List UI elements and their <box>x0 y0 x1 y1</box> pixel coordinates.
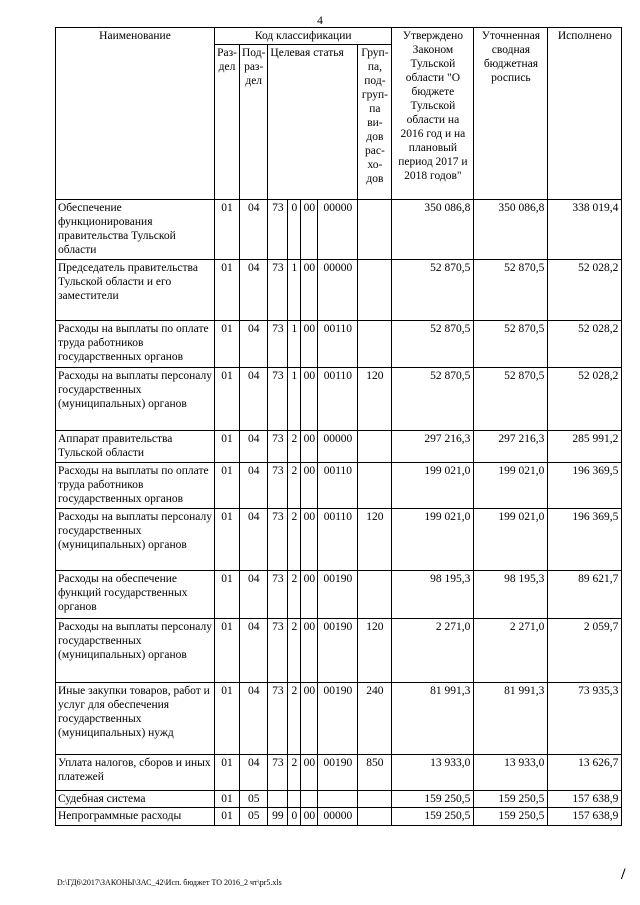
row-target-code: 00110 <box>318 463 358 509</box>
row-refined: 199 021,0 <box>474 509 548 571</box>
table-row <box>56 431 622 463</box>
row-razdel: 01 <box>215 791 240 808</box>
row-target-subprogram: 2 <box>288 463 301 509</box>
header-expense-group: Груп-па, под-груп-па ви-дов рас-хо-дов <box>358 45 392 200</box>
row-target-program: 73 <box>268 755 288 791</box>
row-name: Обеспечение функционирования правительства Тульской области <box>56 200 215 260</box>
row-target-subprogram <box>288 791 301 808</box>
row-target-program: 73 <box>268 683 288 755</box>
row-approved: 2 271,0 <box>392 619 474 683</box>
row-podrazdel: 04 <box>240 200 268 260</box>
page-number: 4 <box>317 15 323 27</box>
table-row <box>56 463 622 509</box>
row-expense-group <box>358 431 392 463</box>
table-row <box>56 791 622 808</box>
row-name: Аппарат правительства Тульской области <box>56 431 215 463</box>
row-podrazdel: 04 <box>240 260 268 321</box>
row-target-direction: 00 <box>301 619 318 683</box>
row-refined: 159 250,5 <box>474 791 548 808</box>
row-executed: 285 991,2 <box>548 431 622 463</box>
row-approved: 159 250,5 <box>392 808 474 826</box>
header-executed: Исполнено <box>548 28 622 200</box>
header-name: Наименование <box>56 28 215 200</box>
row-target-direction: 00 <box>301 321 318 368</box>
row-podrazdel: 04 <box>240 463 268 509</box>
table-row <box>56 683 622 755</box>
row-razdel: 01 <box>215 431 240 463</box>
table-row <box>56 200 622 260</box>
row-name: Судебная система <box>56 791 215 808</box>
row-refined: 81 991,3 <box>474 683 548 755</box>
row-razdel: 01 <box>215 683 240 755</box>
row-target-code: 00190 <box>318 571 358 619</box>
row-target-program: 73 <box>268 368 288 431</box>
row-name: Расходы на выплаты персоналу государственных (муниципальных) органов <box>56 509 215 571</box>
row-target-direction: 00 <box>301 808 318 826</box>
row-approved: 13 933,0 <box>392 755 474 791</box>
row-target-subprogram: 1 <box>288 260 301 321</box>
row-razdel: 01 <box>215 260 240 321</box>
row-target-program: 73 <box>268 200 288 260</box>
row-target-code: 00000 <box>318 808 358 826</box>
row-target-subprogram: 2 <box>288 619 301 683</box>
row-target-direction: 00 <box>301 571 318 619</box>
row-refined: 159 250,5 <box>474 808 548 826</box>
row-approved: 199 021,0 <box>392 509 474 571</box>
header-razdel: Раз-дел <box>215 45 240 200</box>
row-expense-group <box>358 808 392 826</box>
header-podrazdel: Под-раз-дел <box>240 45 268 200</box>
row-expense-group: 850 <box>358 755 392 791</box>
row-approved: 297 216,3 <box>392 431 474 463</box>
header-target: Целевая статья <box>268 45 358 200</box>
row-expense-group: 120 <box>358 619 392 683</box>
header-approved: Утверждено Законом Тульской области "О бюджете Тульской области на 2016 год и на плановый период 2017 и 2018 годов" <box>392 28 474 200</box>
row-approved: 159 250,5 <box>392 791 474 808</box>
row-razdel: 01 <box>215 619 240 683</box>
row-executed: 338 019,4 <box>548 200 622 260</box>
row-approved: 350 086,8 <box>392 200 474 260</box>
row-podrazdel: 04 <box>240 755 268 791</box>
row-expense-group: 120 <box>358 509 392 571</box>
row-target-code: 00190 <box>318 755 358 791</box>
row-refined: 2 271,0 <box>474 619 548 683</box>
row-target-code: 00110 <box>318 321 358 368</box>
row-razdel: 01 <box>215 755 240 791</box>
table-row <box>56 571 622 619</box>
row-target-subprogram: 2 <box>288 683 301 755</box>
row-name: Расходы на выплаты персоналу государственных (муниципальных) органов <box>56 619 215 683</box>
table-row <box>56 509 622 571</box>
row-razdel: 01 <box>215 463 240 509</box>
row-refined: 199 021,0 <box>474 463 548 509</box>
row-target-program <box>268 791 288 808</box>
row-razdel: 01 <box>215 321 240 368</box>
row-executed: 2 059,7 <box>548 619 622 683</box>
row-target-direction: 00 <box>301 200 318 260</box>
row-approved: 52 870,5 <box>392 321 474 368</box>
row-executed: 157 638,9 <box>548 791 622 808</box>
row-podrazdel: 05 <box>240 791 268 808</box>
row-refined: 297 216,3 <box>474 431 548 463</box>
row-target-code: 00000 <box>318 431 358 463</box>
header-refined: Уточненная сводная бюджетная роспись <box>474 28 548 200</box>
row-refined: 350 086,8 <box>474 200 548 260</box>
corner-mark: / <box>621 866 626 883</box>
row-target-program: 73 <box>268 260 288 321</box>
row-target-direction: 00 <box>301 683 318 755</box>
row-approved: 52 870,5 <box>392 260 474 321</box>
row-executed: 196 369,5 <box>548 509 622 571</box>
budget-table <box>55 27 622 826</box>
row-approved: 52 870,5 <box>392 368 474 431</box>
row-podrazdel: 04 <box>240 368 268 431</box>
row-podrazdel: 04 <box>240 571 268 619</box>
row-executed: 52 028,2 <box>548 260 622 321</box>
row-podrazdel: 04 <box>240 321 268 368</box>
row-podrazdel: 05 <box>240 808 268 826</box>
row-approved: 81 991,3 <box>392 683 474 755</box>
row-refined: 52 870,5 <box>474 260 548 321</box>
row-target-code: 00000 <box>318 260 358 321</box>
row-target-direction: 00 <box>301 509 318 571</box>
row-target-code <box>318 791 358 808</box>
row-podrazdel: 04 <box>240 619 268 683</box>
row-target-code: 00110 <box>318 509 358 571</box>
row-name: Расходы на выплаты персоналу государственных (муниципальных) органов <box>56 368 215 431</box>
row-expense-group <box>358 571 392 619</box>
row-approved: 98 195,3 <box>392 571 474 619</box>
row-target-direction: 00 <box>301 368 318 431</box>
row-podrazdel: 04 <box>240 683 268 755</box>
row-target-direction: 00 <box>301 431 318 463</box>
row-razdel: 01 <box>215 571 240 619</box>
row-executed: 89 621,7 <box>548 571 622 619</box>
row-name: Непрограммные расходы <box>56 808 215 826</box>
row-target-subprogram: 2 <box>288 509 301 571</box>
row-executed: 157 638,9 <box>548 808 622 826</box>
row-refined: 13 933,0 <box>474 755 548 791</box>
row-expense-group <box>358 791 392 808</box>
row-expense-group: 240 <box>358 683 392 755</box>
row-target-code: 00110 <box>318 368 358 431</box>
row-name: Расходы на обеспечение функций государственных органов <box>56 571 215 619</box>
row-approved: 199 021,0 <box>392 463 474 509</box>
row-target-subprogram: 0 <box>288 808 301 826</box>
row-razdel: 01 <box>215 368 240 431</box>
row-refined: 52 870,5 <box>474 368 548 431</box>
row-executed: 196 369,5 <box>548 463 622 509</box>
row-target-subprogram: 2 <box>288 571 301 619</box>
row-podrazdel: 04 <box>240 509 268 571</box>
row-name: Расходы на выплаты по оплате труда работников государственных органов <box>56 463 215 509</box>
row-target-direction: 00 <box>301 755 318 791</box>
row-refined: 98 195,3 <box>474 571 548 619</box>
row-target-direction: 00 <box>301 463 318 509</box>
table-row <box>56 321 622 368</box>
row-target-subprogram: 1 <box>288 321 301 368</box>
row-podrazdel: 04 <box>240 431 268 463</box>
table-row <box>56 619 622 683</box>
row-executed: 52 028,2 <box>548 321 622 368</box>
row-executed: 13 626,7 <box>548 755 622 791</box>
row-executed: 73 935,3 <box>548 683 622 755</box>
row-target-direction <box>301 791 318 808</box>
row-expense-group <box>358 463 392 509</box>
row-target-program: 99 <box>268 808 288 826</box>
row-target-subprogram: 2 <box>288 755 301 791</box>
row-target-subprogram: 0 <box>288 200 301 260</box>
row-target-direction: 00 <box>301 260 318 321</box>
row-name: Расходы на выплаты по оплате труда работников государственных органов <box>56 321 215 368</box>
row-name: Иные закупки товаров, работ и услуг для обеспечения государственных (муниципальных) нужд <box>56 683 215 755</box>
row-name: Уплата налогов, сборов и иных платежей <box>56 755 215 791</box>
row-expense-group <box>358 200 392 260</box>
table-row <box>56 368 622 431</box>
row-name: Председатель правительства Тульской области и его заместители <box>56 260 215 321</box>
row-target-code: 00190 <box>318 619 358 683</box>
row-target-subprogram: 1 <box>288 368 301 431</box>
row-executed: 52 028,2 <box>548 368 622 431</box>
table-row <box>56 260 622 321</box>
row-target-code: 00000 <box>318 200 358 260</box>
row-refined: 52 870,5 <box>474 321 548 368</box>
row-target-program: 73 <box>268 619 288 683</box>
row-target-program: 73 <box>268 431 288 463</box>
table-row <box>56 808 622 826</box>
row-target-subprogram: 2 <box>288 431 301 463</box>
row-expense-group <box>358 321 392 368</box>
row-expense-group: 120 <box>358 368 392 431</box>
row-expense-group <box>358 260 392 321</box>
header-code-group: Код классификации <box>215 28 392 45</box>
file-path: D:\ГД6\2017\ЗАКОНЫ\ЗАС_42\Исп. бюджет ТО 2016_2 чт\pr5.xls <box>57 878 282 887</box>
row-target-program: 73 <box>268 571 288 619</box>
row-razdel: 01 <box>215 509 240 571</box>
row-target-program: 73 <box>268 463 288 509</box>
row-target-code: 00190 <box>318 683 358 755</box>
table-row <box>56 755 622 791</box>
row-target-program: 73 <box>268 509 288 571</box>
row-target-program: 73 <box>268 321 288 368</box>
row-razdel: 01 <box>215 200 240 260</box>
row-razdel: 01 <box>215 808 240 826</box>
